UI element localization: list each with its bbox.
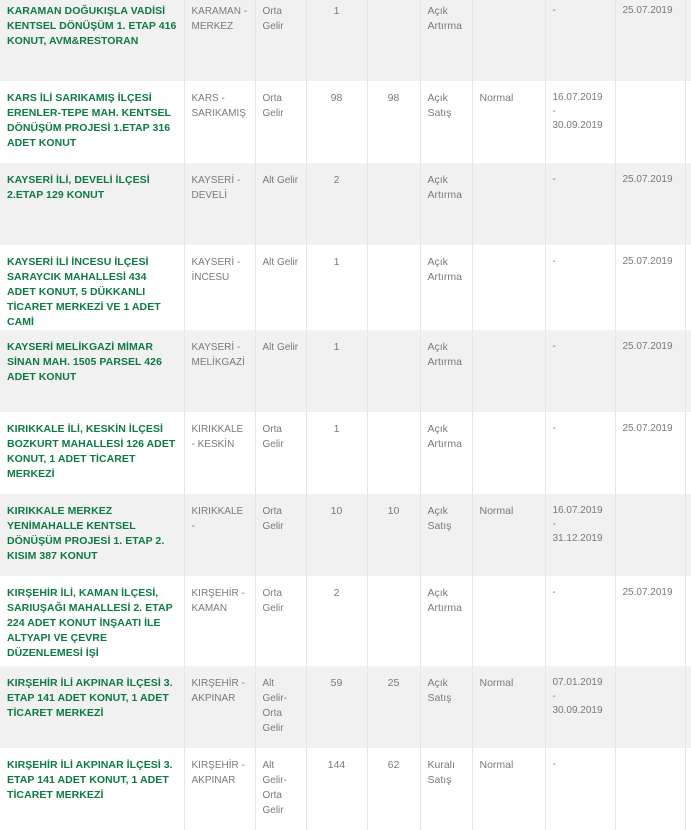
unit-count: 1	[306, 245, 367, 330]
tender-date: 25.07.2019	[615, 245, 685, 330]
tender-date: 25.07.2019	[615, 412, 685, 494]
project-location: KIRIKKALE -	[184, 494, 255, 576]
unit-count: 59	[306, 666, 367, 748]
income-group: Orta Gelir	[255, 576, 306, 666]
project-name[interactable]: KAYSERİ MELİKGAZİ MİMAR SİNAN MAH. 1505 PARSEL 426 ADET KONUT	[0, 330, 184, 412]
project-location: KARS - SARIKAMIŞ	[184, 81, 255, 163]
income-group: Alt Gelir-Orta Gelir	[255, 748, 306, 830]
unit-count: 1	[306, 0, 367, 81]
sale-type	[472, 412, 545, 494]
unit-count: 144	[306, 748, 367, 830]
project-location: KAYSERİ - DEVELİ	[184, 163, 255, 245]
sale-method: Açık Satış	[420, 666, 472, 748]
sale-type: Normal	[472, 748, 545, 830]
row-edge	[685, 494, 691, 576]
period-start: -	[552, 587, 556, 598]
row-edge	[685, 245, 691, 330]
table-row	[0, 494, 691, 576]
unit-count: 10	[306, 494, 367, 576]
project-name[interactable]: KIRŞEHİR İLİ AKPINAR İLÇESİ 3. ETAP 141 ADET KONUT, 1 ADET TİCARET MERKEZİ	[0, 748, 184, 830]
period-end: 30.09.2019	[552, 120, 603, 131]
tender-date: 25.07.2019	[615, 0, 685, 81]
tender-date	[615, 666, 685, 748]
project-name[interactable]: KAYSERİ İLİ, DEVELİ İLÇESİ 2.ETAP 129 KONUT	[0, 163, 184, 245]
sale-method: Açık Artırma	[420, 245, 472, 330]
sale-period	[545, 0, 615, 81]
project-location: KAYSERİ - İNCESU	[184, 245, 255, 330]
row-edge	[685, 576, 691, 666]
table-row	[0, 330, 691, 412]
sale-method: Açık Satış	[420, 81, 472, 163]
project-location: KAYSERİ - MELİKGAZİ	[184, 330, 255, 412]
sale-type: Normal	[472, 666, 545, 748]
sale-type	[472, 0, 545, 81]
tender-date: 25.07.2019	[615, 330, 685, 412]
offered-count	[367, 0, 420, 81]
sale-type	[472, 576, 545, 666]
row-edge	[685, 0, 691, 81]
sale-period	[545, 748, 615, 830]
sale-type: Normal	[472, 494, 545, 576]
unit-count: 1	[306, 330, 367, 412]
sale-period	[545, 163, 615, 245]
offered-count: 25	[367, 666, 420, 748]
project-location: KIRŞEHİR - AKPINAR	[184, 748, 255, 830]
sale-period	[545, 412, 615, 494]
income-group: Alt Gelir-Orta Gelir	[255, 666, 306, 748]
project-location: KARAMAN - MERKEZ	[184, 0, 255, 81]
project-name[interactable]: KAYSERİ İLİ İNCESU İLÇESİ SARAYCIK MAHALLESİ 434 ADET KONUT, 5 DÜKKANLI TİCARET MERKEZİ VE 1 ADET CAMİ	[0, 245, 184, 330]
income-group: Orta Gelir	[255, 494, 306, 576]
period-start: -	[552, 341, 556, 352]
income-group: Alt Gelir	[255, 163, 306, 245]
table-row	[0, 576, 691, 666]
sale-method: Açık Artırma	[420, 330, 472, 412]
sale-method: Açık Artırma	[420, 163, 472, 245]
table-row	[0, 245, 691, 330]
project-location: KIRŞEHİR - KAMAN	[184, 576, 255, 666]
table-row	[0, 412, 691, 494]
unit-count: 2	[306, 163, 367, 245]
period-separator: -	[552, 691, 556, 702]
unit-count: 2	[306, 576, 367, 666]
sale-period	[545, 576, 615, 666]
row-edge	[685, 330, 691, 412]
unit-count: 98	[306, 81, 367, 163]
income-group: Alt Gelir	[255, 245, 306, 330]
row-edge	[685, 81, 691, 163]
table-row	[0, 81, 691, 163]
row-edge	[685, 666, 691, 748]
income-group: Orta Gelir	[255, 0, 306, 81]
offered-count	[367, 245, 420, 330]
sale-period	[545, 494, 615, 576]
row-edge	[685, 748, 691, 830]
project-name[interactable]: KIRŞEHİR İLİ AKPINAR İLÇESİ 3. ETAP 141 ADET KONUT, 1 ADET TİCARET MERKEZİ	[0, 666, 184, 748]
sale-period	[545, 330, 615, 412]
period-start: 07.01.2019	[552, 677, 603, 688]
offered-count	[367, 330, 420, 412]
unit-count: 1	[306, 412, 367, 494]
project-name[interactable]: KIRIKKALE İLİ, KESKİN İLÇESİ BOZKURT MAHALLESİ 126 ADET KONUT, 1 ADET TİCARET MERKEZİ	[0, 412, 184, 494]
sale-method: Kuralı Satış	[420, 748, 472, 830]
project-name[interactable]: KARS İLİ SARIKAMIŞ İLÇESİ ERENLER-TEPE MAH. KENTSEL DÖNÜŞÜM PROJESİ 1.ETAP 316 ADET KONUT	[0, 81, 184, 163]
sale-method: Açık Artırma	[420, 412, 472, 494]
period-end: 30.09.2019	[552, 705, 603, 716]
sale-period	[545, 245, 615, 330]
tender-date: 25.07.2019	[615, 163, 685, 245]
sale-type	[472, 245, 545, 330]
period-separator: -	[552, 519, 556, 530]
offered-count	[367, 163, 420, 245]
tender-date	[615, 494, 685, 576]
offered-count: 62	[367, 748, 420, 830]
period-start: -	[552, 759, 556, 770]
period-separator: -	[552, 106, 556, 117]
period-start: 16.07.2019	[552, 505, 603, 516]
sale-method: Açık Artırma	[420, 0, 472, 81]
period-start: -	[552, 5, 556, 16]
tender-date: 25.07.2019	[615, 576, 685, 666]
sale-type	[472, 330, 545, 412]
project-name[interactable]: KIRIKKALE MERKEZ YENİMAHALLE KENTSEL DÖNÜŞÜM PROJESİ 1. ETAP 2. KISIM 387 KONUT	[0, 494, 184, 576]
row-edge	[685, 163, 691, 245]
period-start: -	[552, 423, 556, 434]
table-row	[0, 748, 691, 830]
project-location: KIRŞEHİR - AKPINAR	[184, 666, 255, 748]
period-end: 31.12.2019	[552, 533, 603, 544]
period-start: -	[552, 174, 556, 185]
offered-count	[367, 412, 420, 494]
sale-type	[472, 163, 545, 245]
sale-period	[545, 81, 615, 163]
table-row	[0, 0, 691, 81]
row-edge	[685, 412, 691, 494]
period-start: 16.07.2019	[552, 92, 603, 103]
project-location: KIRIKKALE - KESKİN	[184, 412, 255, 494]
sale-method: Açık Artırma	[420, 576, 472, 666]
income-group: Orta Gelir	[255, 412, 306, 494]
tender-date	[615, 748, 685, 830]
table-row	[0, 163, 691, 245]
offered-count: 98	[367, 81, 420, 163]
table-row	[0, 666, 691, 748]
sale-method: Açık Satış	[420, 494, 472, 576]
income-group: Alt Gelir	[255, 330, 306, 412]
sale-period	[545, 666, 615, 748]
sale-type: Normal	[472, 81, 545, 163]
offered-count	[367, 576, 420, 666]
offered-count: 10	[367, 494, 420, 576]
period-start: -	[552, 256, 556, 267]
income-group: Orta Gelir	[255, 81, 306, 163]
tender-date	[615, 81, 685, 163]
project-name[interactable]: KIRŞEHİR İLİ, KAMAN İLÇESİ, SARIUŞAĞI MAHALLESİ 2. ETAP 224 ADET KONUT İNŞAATI İLE ALTYAPI VE ÇEVRE DÜZENLEMESİ İŞİ	[0, 576, 184, 666]
project-name[interactable]: KARAMAN DOĞUKIŞLA VADİSİ KENTSEL DÖNÜŞÜM 1. ETAP 416 KONUT, AVM&RESTORAN	[0, 0, 184, 81]
